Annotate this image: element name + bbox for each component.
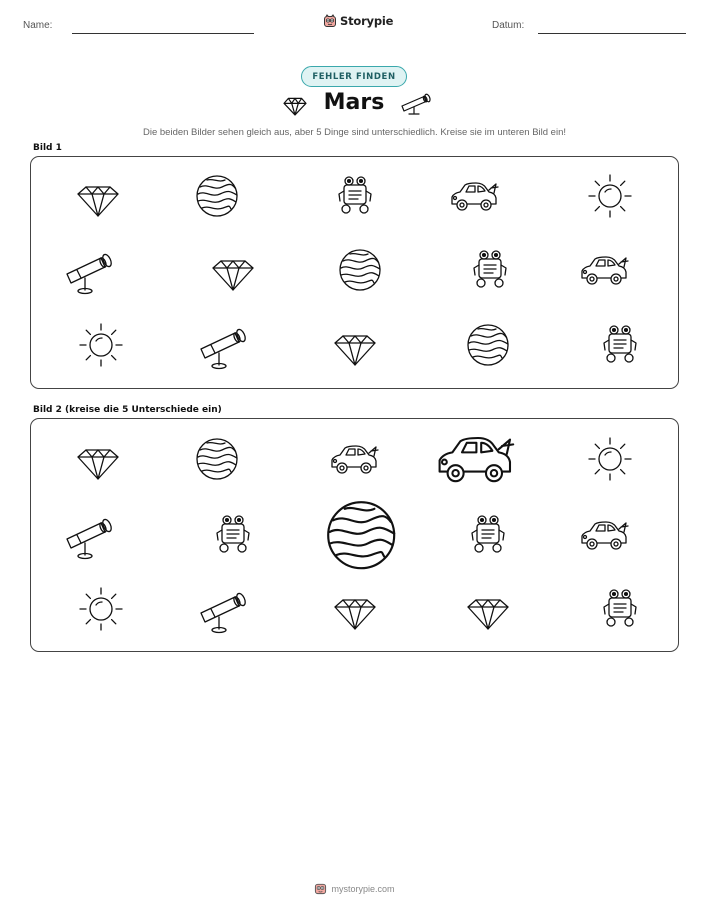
picture2-car-icon[interactable] [326,431,382,487]
picture2-planet-icon[interactable] [189,431,245,487]
picture1-planet-icon[interactable] [332,242,388,298]
picture2-sun-icon[interactable] [73,581,129,637]
instructions: Die beiden Bilder sehen gleich aus, aber 5 Dinge sind unterschiedlich. Kreise sie im unteren Bild ein! [143,127,566,138]
picture2-diamond-icon[interactable] [460,581,516,637]
picture1-sun-icon[interactable] [582,168,638,224]
picture1-telescope-icon[interactable] [193,317,249,373]
brand-name: Storypie [340,14,394,28]
picture1-diamond-icon[interactable] [205,242,261,298]
picture1-car-icon[interactable] [576,242,632,298]
date-line[interactable] [538,33,686,34]
name-line[interactable] [72,33,254,34]
footer [0,882,709,895]
picture2-car-icon[interactable] [430,414,520,504]
footer-url: mystorypie.com [331,883,395,894]
title-diamond-icon [281,94,309,116]
picture1-robot-icon[interactable] [462,242,518,298]
picture1-planet-icon[interactable] [189,168,245,224]
picture1-sun-icon[interactable] [73,317,129,373]
picture2-robot-icon[interactable] [460,507,516,563]
title-telescope-icon [398,90,432,116]
date-label: Datum: [492,20,525,31]
storypie-mascot-icon [323,14,337,28]
picture2-label: Bild 2 (kreise die 5 Unterschiede ein) [33,405,222,415]
picture1-planet-icon[interactable] [460,317,516,373]
picture2-sun-icon[interactable] [582,431,638,487]
picture1-telescope-icon[interactable] [59,242,115,298]
brand-logo [323,14,393,28]
picture1-diamond-icon[interactable] [70,168,126,224]
picture1-robot-icon[interactable] [592,317,648,373]
category-badge: FEHLER FINDEN [301,66,407,87]
picture2-diamond-icon[interactable] [327,581,383,637]
picture1-robot-icon[interactable] [327,168,383,224]
name-label: Name: [23,20,53,31]
picture2-robot-icon[interactable] [592,581,648,637]
picture2-diamond-icon[interactable] [70,431,126,487]
storypie-mascot-icon [314,882,327,895]
page-title: Mars [323,90,385,115]
picture2-car-icon[interactable] [576,507,632,563]
picture1-label: Bild 1 [33,143,62,153]
picture1-diamond-icon[interactable] [327,317,383,373]
picture2-planet-icon[interactable] [315,489,407,581]
picture2-telescope-icon[interactable] [193,581,249,637]
picture2-robot-icon[interactable] [205,507,261,563]
picture1-car-icon[interactable] [446,168,502,224]
picture2-telescope-icon[interactable] [59,507,115,563]
